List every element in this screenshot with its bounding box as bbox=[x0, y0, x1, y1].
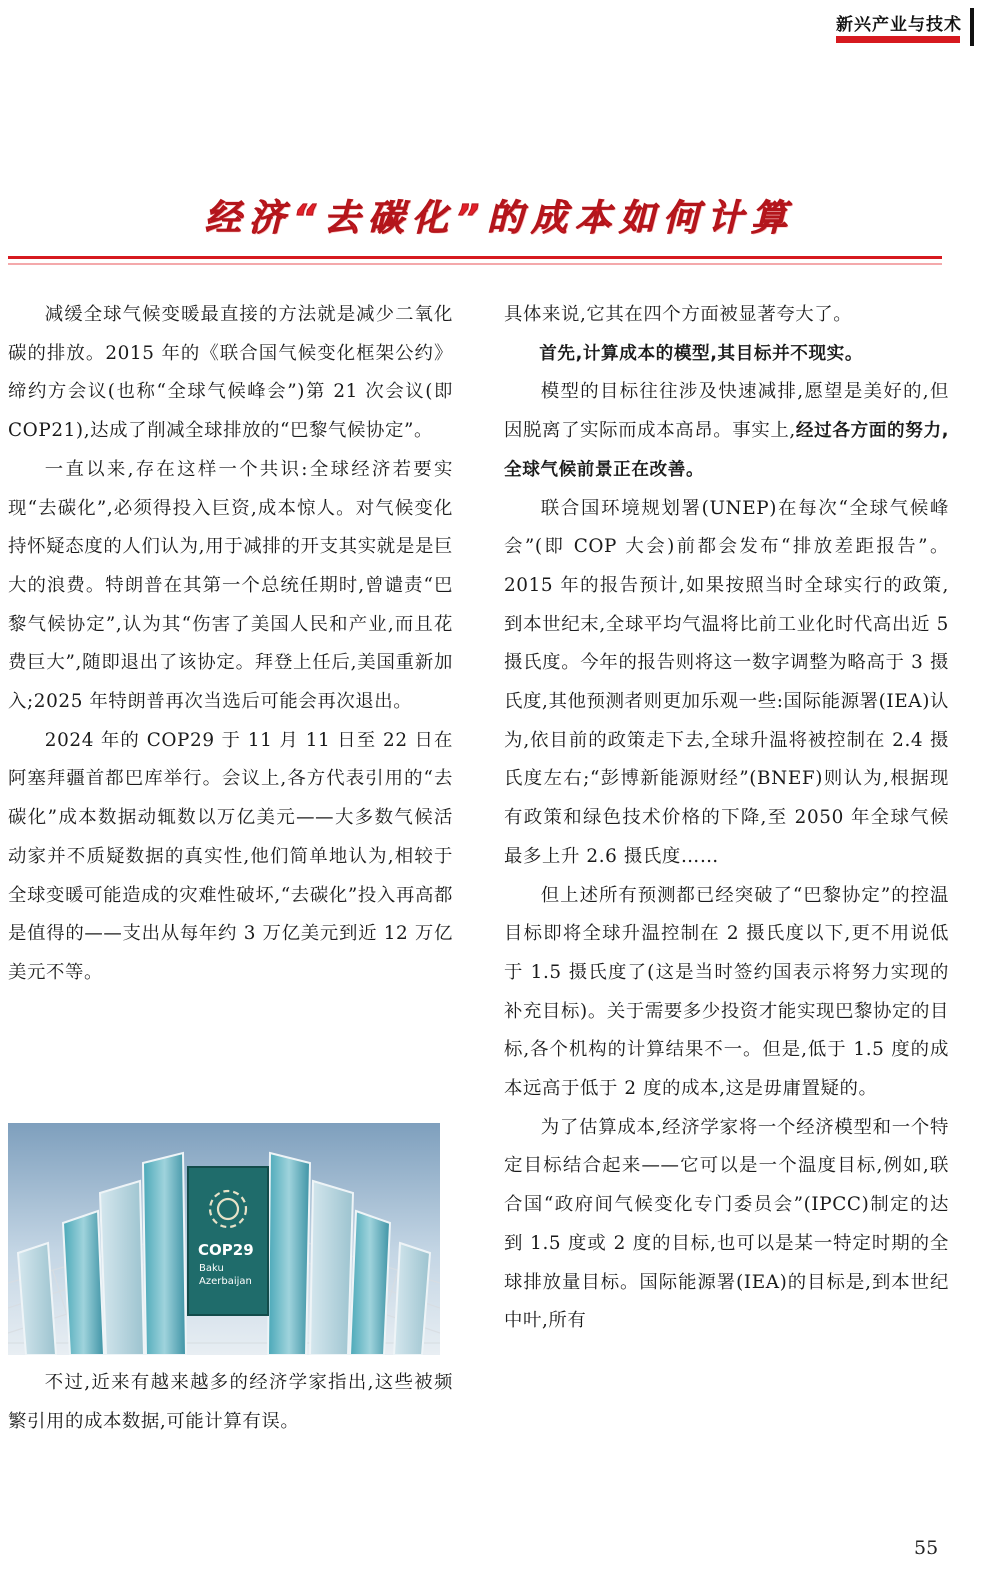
left-column-after-photo bbox=[8, 1364, 453, 1441]
page-number: 55 bbox=[914, 1537, 939, 1559]
paragraph-text: 模型的目标往往涉及快速减排,愿望是美好的,但因脱离了实际而成本高昂。事实上, bbox=[504, 381, 949, 442]
cop29-photo bbox=[8, 1123, 440, 1355]
title-rule-secondary bbox=[8, 263, 942, 265]
left-column bbox=[8, 296, 453, 993]
paragraph: 2024 年的 COP29 于 11 月 11 日至 22 日在阿塞拜疆首都巴库举行。会议上,各方代表引用的“去碳化”成本数据动辄数以万亿美元——大多数气候活动家并不质疑数据的真实性,他们简单地认为,相较于全球变暖可能造成的灾难性破坏,“去碳化”投入再高都是值得的——支出从每年约 3 万亿美元到近 12 万亿美元不等。 bbox=[8, 729, 453, 983]
sign-name: COP29 bbox=[198, 1241, 254, 1259]
paragraph: 具体来说,它其在四个方面被显著夸大了。 bbox=[504, 304, 853, 325]
section-label: 新兴产业与技术 bbox=[836, 15, 962, 35]
section-accent-bar bbox=[836, 36, 960, 43]
section-divider bbox=[970, 8, 974, 46]
title-rule bbox=[8, 256, 942, 259]
paragraph: 为了估算成本,经济学家将一个经济模型和一个特定目标结合起来——它可以是一个温度目标,例如,联合国“政府间气候变化专门委员会”(IPCC)制定的达到 1.5 度或 2 度的目标,也可以是某一特定时期的全球排放量目标。国际能源署(IEA)的目标是,到本世纪中叶,所有 bbox=[504, 1116, 949, 1332]
paragraph: 但上述所有预测都已经突破了“巴黎协定”的控温目标即将全球升温控制在 2 摄氏度以下,更不用说低于 1.5 摄氏度了(这是当时签约国表示将努力实现的补充目标)。关于需要多少投资才能实现巴黎协定的目标,各个机构的计算结果不一。但是,低于 1.5 度的成本远高于低于 2 度的成本,这是毋庸置疑的。 bbox=[504, 884, 949, 1100]
right-column bbox=[504, 296, 949, 1341]
paragraph: 减缓全球气候变暖最直接的方法就是减少二氧化碳的排放。2015 年的《联合国气候变化框架公约》缔约方会议(也称“全球气候峰会”)第 21 次会议(即 COP21),达成了削减全球排放的“巴黎气候协定”。 bbox=[8, 304, 453, 442]
sign-line2: Azerbaijan bbox=[199, 1276, 252, 1287]
sign-line1: Baku bbox=[199, 1263, 224, 1274]
paragraph: 不过,近来有越来越多的经济学家指出,这些被频繁引用的成本数据,可能计算有误。 bbox=[8, 1372, 453, 1432]
article-title: 经济“去碳化”的成本如何计算 bbox=[204, 198, 796, 239]
section-heading: 首先,计算成本的模型,其目标并不现实。 bbox=[539, 343, 864, 364]
paragraph-emphasis: 经过各方面的努力,全球气候前景正在改善。 bbox=[504, 421, 949, 480]
paragraph: 联合国环境规划署(UNEP)在每次“全球气候峰会”(即 COP 大会)前都会发布“排放差距报告”。2015 年的报告预计,如果按照当时全球实行的政策,到本世纪末,全球平均气温将比前工业化时代高出近 5 摄氏度。今年的报告则将这一数字调整为略高于 3 摄氏度,其他预测者则更加乐观一些:国际能源署(IEA)认为,依目前的政策走下去,全球升温将被控制在 2.4 摄氏度左右;“彭博新能源财经”(BNEF)则认为,根据现有政策和绿色技术价格的下降,至 2050 年全球气候最多上升 2.6 摄氏度…… bbox=[504, 497, 949, 867]
paragraph: 一直以来,存在这样一个共识:全球经济若要实现“去碳化”,必须得投入巨资,成本惊人。对气候变化持怀疑态度的人们认为,用于减排的开支其实就是是巨大的浪费。特朗普在其第一个总统任期时,曾谴责“巴黎气候协定”,认为其“伤害了美国人民和产业,而且花费巨大”,随即退出了该协定。拜登上任后,美国重新加入;2025 年特朗普再次当选后可能会再次退出。 bbox=[8, 458, 453, 713]
paragraph bbox=[504, 373, 949, 489]
